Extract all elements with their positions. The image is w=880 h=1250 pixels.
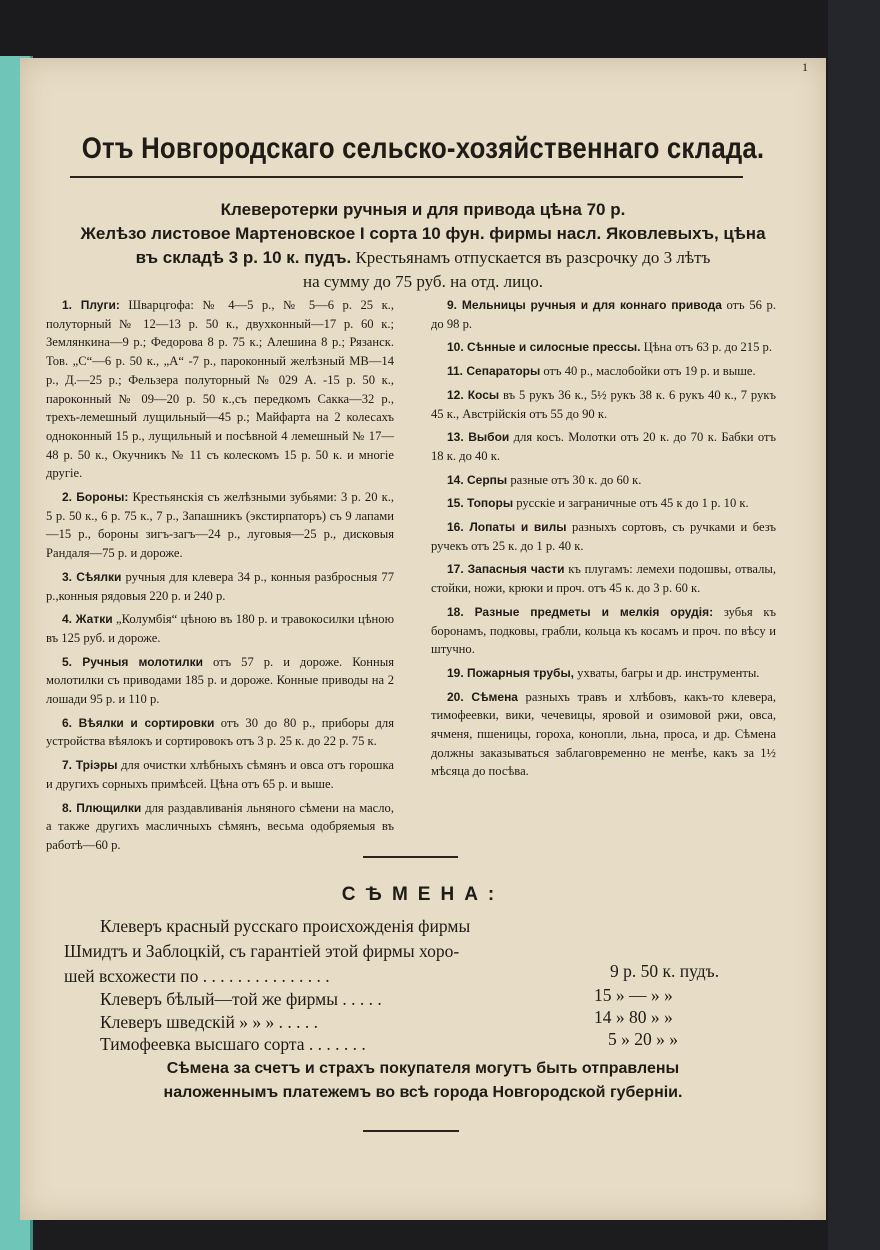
item-heading: 4. Жатки: [62, 612, 113, 627]
list-item: [431, 664, 776, 683]
item-heading: 7. Тріэры: [62, 758, 118, 773]
seed-line-3-price: 9 р. 50 к. пудъ.: [610, 961, 720, 981]
item-text: Крестьянскія съ желѣзными зубьями: 3 р. 20 к., 5 р. 50 к., 6 р. 75 к., 7 р., Запашникъ (экстирпаторъ) съ 9 лапами—15 р., бороны зигъ-загъ—24 р., луговыя—25 р., дисковыя Рандаля—75 р. и дороже.: [46, 490, 394, 561]
list-item: [431, 386, 776, 423]
notice-line-3-bold: въ складѣ 3 р. 10 к. пудъ.: [135, 248, 352, 267]
seed-line-5-text: Клеверъ шведскій » » » . . . . .: [100, 1012, 318, 1032]
list-item: [431, 494, 776, 513]
seed-line-1: Клеверъ красный русскаго происхожденія фирмы: [100, 916, 471, 936]
item-heading: 13. Выбои: [447, 430, 510, 445]
item-heading: 14. Серпы: [447, 472, 508, 487]
item-text: отъ 40 р., маслобойки отъ 19 р. и выше.: [540, 364, 756, 379]
notice-line-2: Желѣзо листовое Мартеновское I сорта 10 фун. фирмы насл. Яковлевыхъ, цѣна: [80, 224, 766, 243]
item-heading: 11. Сепараторы: [447, 364, 541, 379]
left-price-column: [46, 296, 394, 860]
right-price-column: [431, 296, 776, 786]
item-heading: 17. Запасныя части: [447, 562, 565, 577]
item-text: для раздавливанія льняного сѣмени на масло, а также другихъ масличныхъ сѣмянъ, весьма одобряемыя въ работѣ—60 р.: [46, 800, 394, 852]
list-item: [431, 428, 776, 465]
item-heading: 15. Топоры: [447, 496, 514, 511]
notice-line-3-rest: Крестьянамъ отпускается въ разсрочку до 3 лѣтъ: [351, 248, 711, 267]
seed-line-6-text: Тимофеевка высшаго сорта . . . . . . .: [100, 1034, 366, 1054]
footer-line-1: Сѣмена за счетъ и страхъ покупателя могутъ быть отправлены: [166, 1060, 680, 1077]
page-corner-mark: 1: [802, 60, 808, 74]
seed-line-3-text: шей всхожести по . . . . . . . . . . . . . . .: [64, 966, 330, 986]
item-text: разныхъ травъ и хлѣбовъ, какъ-то клевера, тимофеевки, вики, чечевицы, яровой и озимовой ржи, овса, ячменя, пшеницы, гороха, конопли, льна, проса, и др. Сѣмена должны заказываться заблаговременно не менѣе, какъ за 1½ мѣсяца до посѣва.: [431, 689, 776, 779]
list-item: [46, 610, 394, 647]
list-item: [46, 488, 394, 563]
item-text: Шварцгофа: № 4—5 р., № 5—6 р. 25 к., полуторный № 12—13 р. 50 к., двухконный—17 р. 60 к.; Землянкина—9 р.; Федорова 8 р. 75 к.; Алешина 8 р.; Рязанск. Тов. „С“—6 р. 50 к., „А“ -7 р., пароконный желѣзный МВ—14 р., Д.—25 р.; Фельзера полуторный № 029 А. -15 р. 50 к., пароконный № 09—20 р. 50 к.,съ передкомъ Сакка—32 р., трехъ-лемешный лущильный—45 р.; Майфарта на 2 колесахъ одноконный 15 р., лущильный и посѣвной 4 лемешный № 17—48 р. 50 к., Окучникъ № 11 съ колескомъ 15 р. 50 к. и многіе другіе.: [46, 298, 394, 481]
list-item: [46, 568, 394, 605]
item-heading: 20. Сѣмена: [447, 689, 518, 704]
dark-background-right: [828, 0, 880, 1250]
seed-line-4-price: 15 » — » »: [594, 985, 673, 1005]
item-text: отъ 57 р. и дороже. Конныя молотилки съ приводами 185 р. и дороже. Конные приводы на 2 лошади 95 р. и 110 р.: [46, 654, 394, 707]
list-item: [46, 756, 394, 793]
list-item: [431, 560, 776, 597]
item-heading: 5. Ручныя молотилки: [62, 654, 204, 669]
list-item: [431, 338, 776, 357]
footer-line-2: наложеннымъ платежемъ во всѣ города Новгородской губерніи.: [163, 1084, 683, 1101]
item-heading: 6. Вѣялки и сортировки: [62, 715, 215, 730]
item-heading: 9. Мельницы ручныя и для коннаго привода: [447, 298, 722, 312]
list-item: [431, 362, 776, 381]
item-text: для очистки хлѣбныхъ сѣмянъ и овса отъ горошка и другихъ сорныхъ примѣсей. Цѣна отъ 65 р. и выше.: [46, 758, 394, 791]
item-heading: 19. Пожарныя трубы,: [447, 665, 575, 680]
dark-background: [0, 0, 880, 55]
bottom-divider: [363, 1130, 459, 1132]
list-item: [431, 471, 776, 490]
seeds-heading: СѢМЕНА:: [341, 884, 505, 905]
item-text: въ 5 рукъ 36 к., 5½ рукъ 38 к. 6 рукъ 40 к., 7 рукъ 45 к., Австрійскія отъ 55 до 90 к.: [431, 387, 776, 421]
list-item: [46, 714, 394, 751]
notice-line-1: Клеверотерки ручныя и для привода цѣна 70 р.: [220, 200, 626, 219]
seed-line-5-price: 14 » 80 » »: [594, 1007, 673, 1027]
item-text: ручныя для клевера 34 р., конныя разбросныя 77 р.,конныя рядовыя 220 р. и 240 р.: [46, 569, 394, 603]
item-heading: 8. Плющилки: [62, 800, 142, 815]
item-text: отъ 56 р. до 98 р.: [431, 298, 777, 331]
title-underline: [70, 176, 743, 178]
notice-line-4: на сумму до 75 руб. на отд. лицо.: [302, 272, 544, 291]
item-heading: 2. Бороны:: [62, 490, 129, 505]
item-text: Цѣна отъ 63 р. до 215 р.: [640, 340, 772, 355]
item-heading: 12. Косы: [447, 387, 500, 402]
list-item: [431, 296, 776, 333]
list-item: [431, 518, 776, 555]
section-divider: [363, 856, 458, 858]
document-page: [20, 58, 826, 1220]
item-text: къ плугамъ: лемехи подошвы, отвалы, стойки, ножи, крюки и проч. отъ 45 к. до 3 р. 60 к.: [431, 562, 777, 596]
seed-line-6-price: 5 » 20 » »: [608, 1029, 678, 1049]
list-item: [431, 603, 776, 659]
item-heading: 18. Разные предметы и мелкія орудія:: [447, 604, 714, 619]
item-heading: 1. Плуги:: [62, 298, 120, 312]
item-heading: 3. Сѣялки: [62, 569, 122, 584]
item-text: зубья къ боронамъ, подковы, грабли, кольца къ косамъ и проч. по вѣсу и штучно.: [431, 604, 777, 657]
seed-line-4-text: Клеверъ бѣлый—той же фирмы . . . . .: [100, 989, 382, 1009]
item-heading: 16. Лопаты и вилы: [447, 520, 567, 535]
item-text: разные отъ 30 к. до 60 к.: [507, 472, 642, 487]
item-text: для косъ. Молотки отъ 20 к. до 70 к. Бабки отъ 18 к. до 40 к.: [431, 430, 776, 463]
list-item: [431, 688, 776, 782]
notice-line-3: [20, 246, 826, 269]
list-item: [46, 799, 394, 855]
item-heading: 10. Сѣнные и силосные прессы.: [447, 340, 641, 355]
item-text: „Колумбія“ цѣною въ 180 р. и травокосилки цѣною въ 125 руб. и дороже.: [46, 612, 394, 645]
item-text: отъ 30 до 80 р., приборы для устройства вѣялокъ и сортировокъ отъ 3 р. 25 к. до 22 р. 75 к.: [46, 715, 394, 749]
list-item: [46, 653, 394, 709]
item-text: ухваты, багры и др. инструменты.: [574, 665, 760, 680]
list-item: [46, 296, 394, 483]
item-text: разныхъ сортовъ, съ ручками и безъ ручекъ отъ 25 к. до 1 р. 40 к.: [431, 520, 776, 553]
item-text: русскіе и заграничные отъ 45 к до 1 р. 10 к.: [513, 496, 749, 511]
seed-line-2: Шмидтъ и Заблоцкій, съ гарантіей этой фирмы хоро-: [64, 941, 460, 961]
page-title: Отъ Новгородскаго сельско-хозяйственнаго склада.: [81, 132, 765, 165]
